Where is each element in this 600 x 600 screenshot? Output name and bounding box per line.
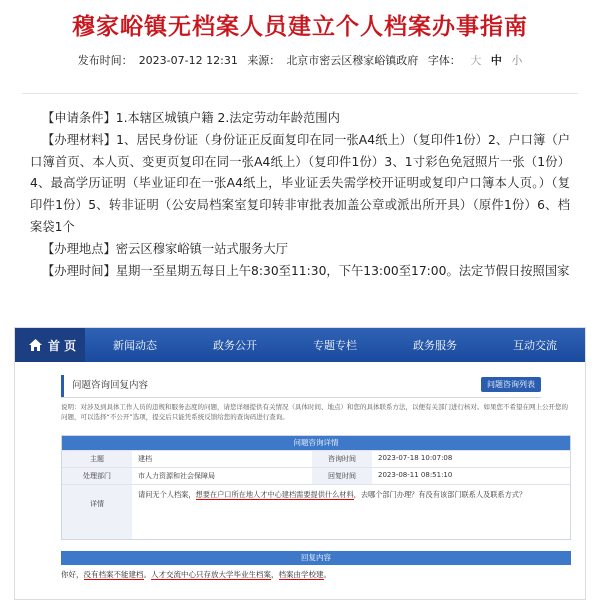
paragraph-location: 【办理地点】密云区穆家峪镇一站式服务大厅 [42, 241, 288, 256]
reply-mid: 。 [143, 570, 151, 579]
reply-underlined-3: 档案由学校建 [278, 570, 324, 579]
table-row [62, 467, 570, 484]
reply-end: 。 [323, 570, 331, 579]
question-list-button[interactable]: 问题咨询列表 [481, 377, 541, 392]
section-title: 问题咨询回复内容 [61, 375, 571, 397]
home-icon [29, 339, 42, 351]
reply-pre: 你好， [61, 570, 84, 579]
row-key: 处理部门 [62, 468, 132, 484]
nav-item-news[interactable]: 新闻动态 [113, 339, 157, 352]
fontsize-label: 字体： [427, 54, 461, 67]
article-meta [0, 52, 600, 68]
reply-text [61, 569, 571, 580]
row-key: 回复时间 [312, 468, 372, 484]
detail-card [61, 435, 571, 540]
reply-underlined-2: 人才交流中心只存放大学毕业生档案 [151, 570, 271, 579]
fontsize-small-button[interactable]: 小 [511, 54, 523, 67]
detail-text [132, 485, 570, 539]
nav-item-services[interactable]: 政务服务 [413, 339, 457, 352]
row-value: 市人力资源和社会保障局 [138, 472, 215, 480]
nav-item-gov-open[interactable]: 政务公开 [213, 339, 257, 352]
section-divider [61, 397, 541, 398]
portal-screenshot [14, 327, 586, 600]
title-divider [22, 93, 578, 94]
reply-header: 回复内容 [61, 551, 571, 565]
portal-nav [15, 328, 585, 362]
notice-text: 说明：对涉及到具体工作人员的违规和服务态度的问题，请您详细提供有关情况（具体时间、地点）和您的具体联系方法，以便有关部门进行核对。如果您不希望在网上公开您的问题，可以选择“不公开”选项，提交后只能凭系统反馈给您的查询码进行查询。 [61, 403, 568, 421]
row-value: 建档 [138, 455, 152, 463]
source-value: 北京市密云区穆家峪镇政府 [286, 54, 419, 67]
row-key: 咨询时间 [312, 451, 372, 467]
paragraph-hours: 【办理时间】星期一至星期五每日上午8:30至11:30，下午13:00至17:00。法定节假日按照国家 [42, 263, 570, 278]
row-value: 2023-07-18 10:07:08 [378, 454, 453, 462]
article-panel [0, 0, 600, 290]
reply-mid2: ， [271, 570, 279, 579]
publish-label: 发布时间： [77, 54, 133, 67]
fontsize-large-button[interactable]: 大 [470, 54, 482, 67]
paragraph-conditions: 【申请条件】1.本辖区城镇户籍 2.法定劳动年龄范围内 [42, 111, 340, 125]
row-key: 主题 [62, 451, 132, 467]
article-title: 穆家峪镇无档案人员建立个人档案办事指南 [72, 14, 528, 40]
fontsize-medium-button[interactable]: 中 [490, 54, 502, 67]
detail-header: 问题咨询详情 [62, 436, 570, 450]
reply-underlined-1: 没有档案不能建档 [83, 570, 144, 579]
nav-home[interactable] [15, 328, 85, 362]
detail-text-post: ，去哪个部门办理？有没有该部门联系人及联系方式？ [353, 490, 527, 499]
table-row [62, 450, 570, 467]
article-body [30, 108, 570, 282]
row-value: 2023-08-11 08:51:10 [378, 471, 453, 479]
nav-home-label: 首 页 [48, 338, 77, 353]
nav-item-interaction[interactable]: 互动交流 [513, 339, 557, 352]
paragraph-materials: 【办理材料】1、居民身份证（身份证正反面复印在同一张A4纸上）（复印件1份）2、户口簿（户口簿首页、本人页、变更页复印在同一张A4纸上）（复印件1份）3、1寸彩色免冠照片一张（1份）4、最高学历证明（毕业证印在一张A4纸上，毕业证丢失需学校开证明或复印户口簿本人页。）（复印件1份）5、转非证明（公安局档案室复印转非审批表加盖公章或派出所开具）（原件1份）6、档案袋1个 [30, 132, 570, 234]
nav-item-topics[interactable]: 专题专栏 [313, 339, 357, 352]
source-label: 来源： [247, 54, 281, 67]
detail-text-underlined: 想要在户口所在地人才中心建档需要提供什么材料 [195, 490, 354, 499]
detail-row [62, 484, 570, 539]
detail-label: 详情 [62, 485, 132, 539]
publish-time: 2023-07-12 12:31 [138, 54, 238, 67]
detail-text-pre: 请问无个人档案， [138, 490, 196, 499]
